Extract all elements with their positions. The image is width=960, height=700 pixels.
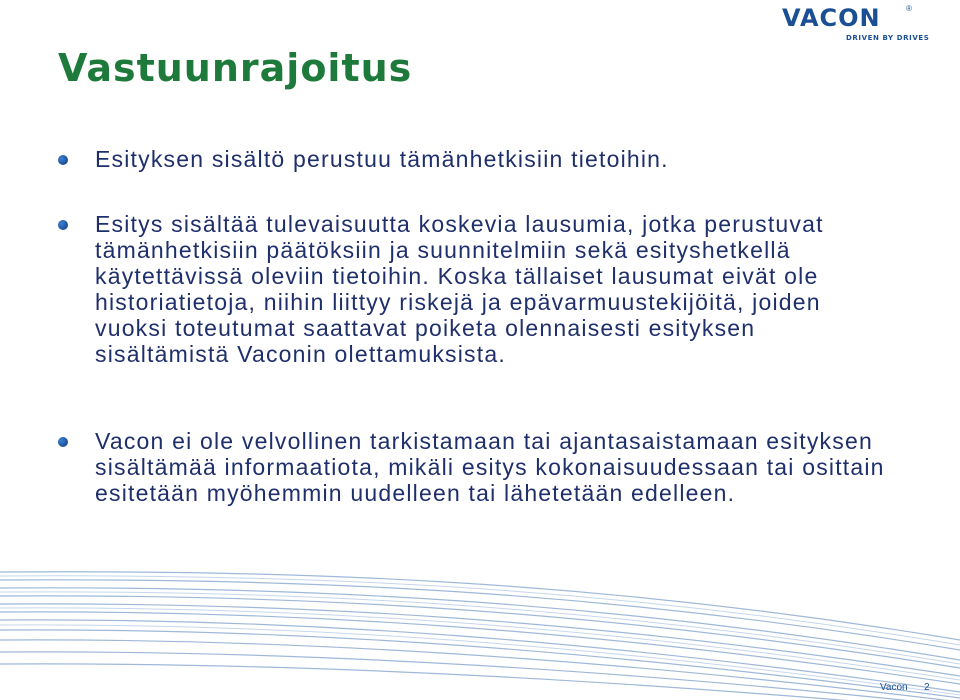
bullet-text: Vacon ei ole velvollinen tarkistamaan tai ajantasaistamaan esityksen sisältämää informaatiota, mikäli esitys kokonaisuudessaan tai osittain esitetään myöhemmin uudelleen tai lähetetään edelleen. (95, 428, 885, 506)
logo-registered-mark: ® (906, 4, 912, 13)
slide-title: Vastuunrajoitus (58, 46, 413, 90)
decorative-wave-lines (0, 560, 960, 700)
bullet-icon (58, 220, 68, 230)
bullet-icon (58, 155, 68, 165)
footer-company: Vacon (880, 682, 908, 693)
bullet-text: Esitys sisältää tulevaisuutta koskevia lausumia, jotka perustuvat tämänhetkisiin päätöksiin ja suunnitelmiin sekä esityshetkellä käytettävissä oleviin tietoihin. Koska tällaiset lausumat eivät ole historiatietoja, niihin liittyy riskejä ja epävarmuustekijöitä, joiden vuoksi toteutumat saattavat poiketa olennaisesti esityksen sisältämistä Vaconin olettamuksista. (95, 211, 824, 367)
vacon-logo (782, 4, 934, 44)
page-number: 2 (924, 682, 930, 693)
bullet-icon (58, 437, 68, 447)
bullet-text: Esityksen sisältö perustuu tämänhetkisiin tietoihin. (95, 146, 669, 172)
logo-tagline: DRIVEN BY DRIVES (846, 34, 930, 42)
logo-wordmark: VACON (782, 4, 881, 32)
